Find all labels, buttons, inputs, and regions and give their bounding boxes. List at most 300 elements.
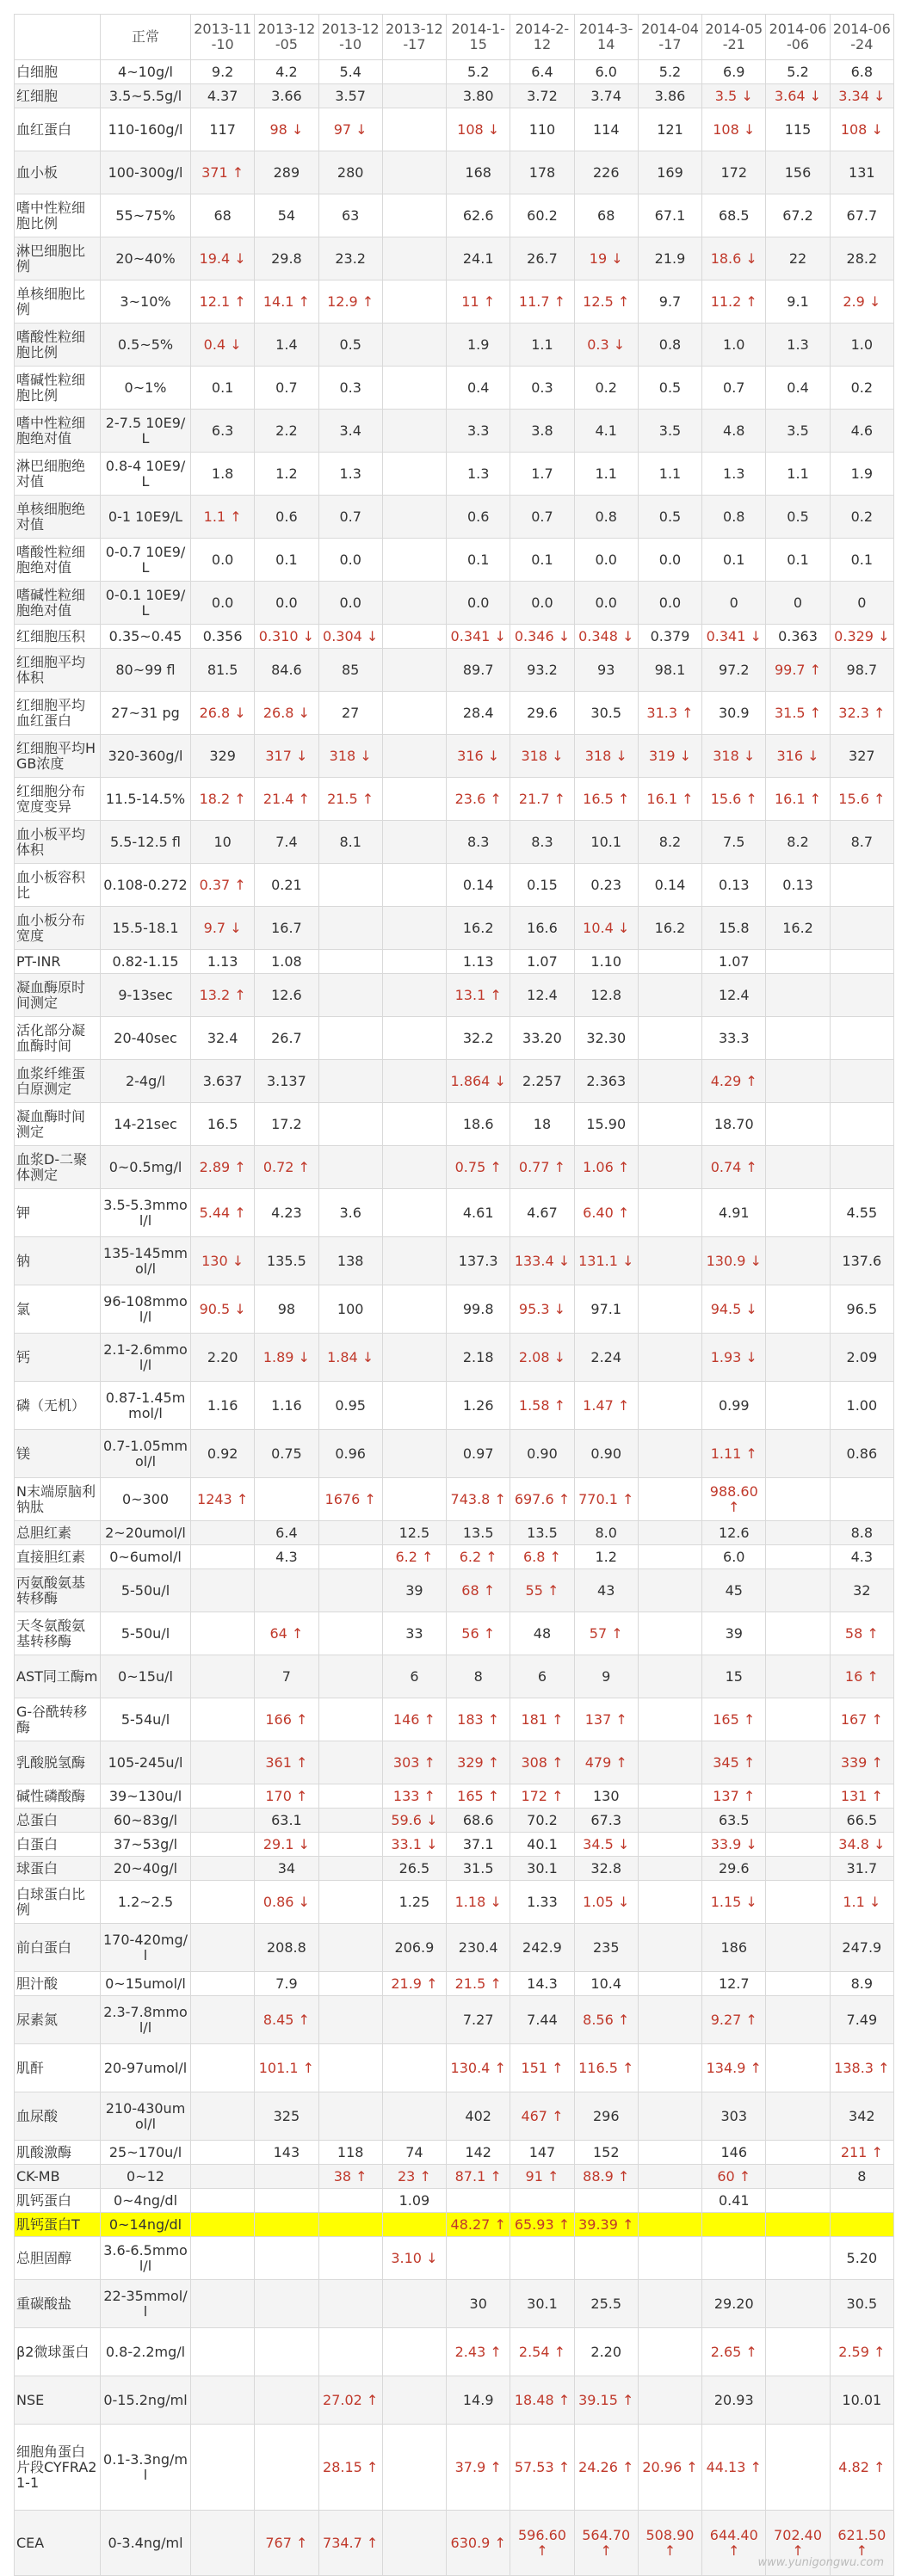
- value-cell: 64 ↑: [255, 1612, 318, 1655]
- value-cell: 34.8 ↓: [830, 1833, 893, 1857]
- header-date-1: 2013-11-10: [191, 15, 255, 60]
- value-cell: [191, 1655, 255, 1698]
- value-cell: 6.0: [702, 1545, 766, 1569]
- value-cell: 108 ↓: [447, 108, 510, 151]
- value-cell: 0.310 ↓: [255, 625, 318, 649]
- value-cell: 1.11 ↑: [702, 1430, 766, 1478]
- value-cell: 1.1: [510, 324, 574, 367]
- value-cell: 0.7: [255, 367, 318, 410]
- value-cell: [766, 1655, 830, 1698]
- normal-range-cell: 0.7-1.05mmol/l: [101, 1430, 191, 1478]
- value-cell: 2.18: [447, 1334, 510, 1382]
- table-row: [15, 1146, 894, 1189]
- value-cell: 361 ↑: [255, 1741, 318, 1784]
- value-cell: [638, 2189, 701, 2213]
- value-cell: 60 ↑: [702, 2165, 766, 2189]
- value-cell: 4.67: [510, 1189, 574, 1237]
- value-cell: 0.0: [638, 582, 701, 625]
- value-cell: 4.91: [702, 1189, 766, 1237]
- value-cell: 0.5: [766, 496, 830, 539]
- value-cell: 39.39 ↑: [574, 2213, 638, 2237]
- value-cell: 0.346 ↓: [510, 625, 574, 649]
- value-cell: 108 ↓: [830, 108, 893, 151]
- value-cell: 3.10 ↓: [382, 2237, 446, 2280]
- value-cell: 178: [510, 151, 574, 194]
- test-name-cell: 血小板平均体积: [15, 821, 101, 864]
- test-name-cell: 镁: [15, 1430, 101, 1478]
- value-cell: 91 ↑: [510, 2165, 574, 2189]
- value-cell: 6.4: [255, 1521, 318, 1545]
- value-cell: [191, 1881, 255, 1924]
- value-cell: 4.23: [255, 1189, 318, 1237]
- value-cell: [382, 1189, 446, 1237]
- value-cell: [830, 1478, 893, 1521]
- value-cell: 1.18 ↓: [447, 1881, 510, 1924]
- value-cell: [318, 1972, 382, 1996]
- value-cell: 316 ↓: [447, 735, 510, 778]
- value-cell: 146 ↑: [382, 1698, 446, 1741]
- value-cell: [318, 1881, 382, 1924]
- value-cell: 14.1 ↑: [255, 280, 318, 324]
- normal-range-cell: 55~75%: [101, 194, 191, 237]
- value-cell: 2.363: [574, 1060, 638, 1103]
- value-cell: 12.1 ↑: [191, 280, 255, 324]
- value-cell: 30.5: [830, 2280, 893, 2328]
- normal-range-cell: 20~40g/l: [101, 1857, 191, 1881]
- value-cell: [318, 1146, 382, 1189]
- test-name-cell: 嗜酸性粒细胞比例: [15, 324, 101, 367]
- normal-range-cell: 110-160g/l: [101, 108, 191, 151]
- value-cell: 402: [447, 2092, 510, 2141]
- value-cell: 3.5: [638, 410, 701, 453]
- value-cell: 1.1: [574, 453, 638, 496]
- table-row: [15, 2280, 894, 2328]
- test-name-cell: 红细胞平均血红蛋白: [15, 692, 101, 735]
- value-cell: [510, 2189, 574, 2213]
- test-name-cell: 血浆D-二聚体测定: [15, 1146, 101, 1189]
- value-cell: 23.6 ↑: [447, 778, 510, 821]
- value-cell: 146: [702, 2141, 766, 2165]
- value-cell: [318, 1655, 382, 1698]
- value-cell: 28.2: [830, 237, 893, 280]
- test-name-cell: PT-INR: [15, 950, 101, 974]
- value-cell: [830, 1146, 893, 1189]
- value-cell: 8.0: [574, 1521, 638, 1545]
- value-cell: 0.2: [830, 496, 893, 539]
- value-cell: 74: [382, 2141, 446, 2165]
- value-cell: [318, 1833, 382, 1857]
- value-cell: [766, 2237, 830, 2280]
- value-cell: 4.6: [830, 410, 893, 453]
- value-cell: [766, 1103, 830, 1146]
- value-cell: 4.3: [255, 1545, 318, 1569]
- value-cell: 186: [702, 1924, 766, 1972]
- value-cell: [382, 735, 446, 778]
- value-cell: 1.3: [318, 453, 382, 496]
- value-cell: 2.65 ↑: [702, 2328, 766, 2376]
- value-cell: 96.5: [830, 1285, 893, 1334]
- value-cell: [766, 1521, 830, 1545]
- test-name-cell: CEA: [15, 2511, 101, 2576]
- normal-range-cell: 2-4g/l: [101, 1060, 191, 1103]
- value-cell: 33.3: [702, 1017, 766, 1060]
- normal-range-cell: 5-54u/l: [101, 1698, 191, 1741]
- value-cell: 21.7 ↑: [510, 778, 574, 821]
- value-cell: 118: [318, 2141, 382, 2165]
- test-name-cell: 嗜碱性粒细胞比例: [15, 367, 101, 410]
- value-cell: [382, 237, 446, 280]
- value-cell: 3.137: [255, 1060, 318, 1103]
- value-cell: 170 ↑: [255, 1784, 318, 1809]
- value-cell: 1.33: [510, 1881, 574, 1924]
- value-cell: 26.5: [382, 1857, 446, 1881]
- table-row: [15, 1996, 894, 2044]
- value-cell: 0.0: [510, 582, 574, 625]
- value-cell: [318, 1545, 382, 1569]
- table-row: [15, 237, 894, 280]
- value-cell: 0.1: [702, 539, 766, 582]
- value-cell: [382, 2213, 446, 2237]
- table-row: [15, 1430, 894, 1478]
- value-cell: 0.90: [510, 1430, 574, 1478]
- value-cell: [382, 410, 446, 453]
- table-row: [15, 2189, 894, 2213]
- value-cell: 0.13: [766, 864, 830, 907]
- test-name-cell: 血浆纤维蛋白原测定: [15, 1060, 101, 1103]
- value-cell: 134.9 ↑: [702, 2044, 766, 2092]
- value-cell: 31.7: [830, 1857, 893, 1881]
- value-cell: 130 ↓: [191, 1237, 255, 1285]
- value-cell: 1.16: [191, 1382, 255, 1430]
- value-cell: 63: [318, 194, 382, 237]
- value-cell: 1.07: [702, 950, 766, 974]
- lab-results-table: [14, 14, 894, 2576]
- normal-range-cell: 2-7.5 10E9/L: [101, 410, 191, 453]
- table-row: [15, 1698, 894, 1741]
- value-cell: [318, 1698, 382, 1741]
- value-cell: 8.45 ↑: [255, 1996, 318, 2044]
- value-cell: 68: [191, 194, 255, 237]
- test-name-cell: 淋巴细胞绝对值: [15, 453, 101, 496]
- value-cell: 59.6 ↓: [382, 1809, 446, 1833]
- value-cell: 8: [830, 2165, 893, 2189]
- value-cell: [382, 1146, 446, 1189]
- normal-range-cell: 0~14ng/dl: [101, 2213, 191, 2237]
- normal-range-cell: 0.87-1.45mmol/l: [101, 1382, 191, 1430]
- value-cell: [638, 2376, 701, 2425]
- value-cell: 770.1 ↑: [574, 1478, 638, 1521]
- value-cell: 371 ↑: [191, 151, 255, 194]
- value-cell: 108 ↓: [702, 108, 766, 151]
- normal-range-cell: 3~10%: [101, 280, 191, 324]
- value-cell: 1.26: [447, 1382, 510, 1430]
- value-cell: 67.2: [766, 194, 830, 237]
- value-cell: 2.257: [510, 1060, 574, 1103]
- header-date-9: 2014-05-21: [702, 15, 766, 60]
- value-cell: 18.48 ↑: [510, 2376, 574, 2425]
- value-cell: 0.15: [510, 864, 574, 907]
- value-cell: 93.2: [510, 649, 574, 692]
- value-cell: 33.1 ↓: [382, 1833, 446, 1857]
- value-cell: 508.90 ↑: [638, 2511, 701, 2576]
- value-cell: 242.9: [510, 1924, 574, 1972]
- value-cell: 0.13: [702, 864, 766, 907]
- value-cell: 596.60 ↑: [510, 2511, 574, 2576]
- table-row: [15, 1809, 894, 1833]
- value-cell: 1.1: [766, 453, 830, 496]
- value-cell: 16.2: [638, 907, 701, 950]
- value-cell: 25.5: [574, 2280, 638, 2328]
- value-cell: 6.2 ↑: [447, 1545, 510, 1569]
- value-cell: 23.2: [318, 237, 382, 280]
- value-cell: [318, 2237, 382, 2280]
- value-cell: [318, 1741, 382, 1784]
- value-cell: 183 ↑: [447, 1698, 510, 1741]
- value-cell: 39.15 ↑: [574, 2376, 638, 2425]
- table-row: [15, 1784, 894, 1809]
- value-cell: [382, 974, 446, 1017]
- test-name-cell: 白蛋白: [15, 1833, 101, 1857]
- value-cell: 131.1 ↓: [574, 1237, 638, 1285]
- value-cell: [830, 2189, 893, 2213]
- test-name-cell: 凝血酶原时间测定: [15, 974, 101, 1017]
- value-cell: [191, 2425, 255, 2511]
- table-row: [15, 108, 894, 151]
- value-cell: [638, 1545, 701, 1569]
- test-name-cell: 单核细胞比例: [15, 280, 101, 324]
- test-name-cell: 血小板容积比: [15, 864, 101, 907]
- value-cell: [830, 1103, 893, 1146]
- value-cell: [318, 1857, 382, 1881]
- value-cell: [766, 1382, 830, 1430]
- table-row: [15, 2165, 894, 2189]
- normal-range-cell: 0~6umol/l: [101, 1545, 191, 1569]
- value-cell: 5.4: [318, 60, 382, 84]
- table-row: [15, 194, 894, 237]
- value-cell: 143: [255, 2141, 318, 2165]
- value-cell: 0.14: [447, 864, 510, 907]
- table-row: [15, 1612, 894, 1655]
- normal-range-cell: 210-430umol/l: [101, 2092, 191, 2141]
- table-row: [15, 60, 894, 84]
- value-cell: [638, 1478, 701, 1521]
- table-row: [15, 367, 894, 410]
- value-cell: 97 ↓: [318, 108, 382, 151]
- value-cell: [766, 2044, 830, 2092]
- table-row: [15, 2425, 894, 2511]
- value-cell: 1.13: [447, 950, 510, 974]
- value-cell: 34: [255, 1857, 318, 1881]
- table-row: [15, 1972, 894, 1996]
- normal-range-cell: 80~99 fl: [101, 649, 191, 692]
- table-row: [15, 907, 894, 950]
- value-cell: [766, 2141, 830, 2165]
- value-cell: 7: [255, 1655, 318, 1698]
- value-cell: [766, 1334, 830, 1382]
- value-cell: [382, 60, 446, 84]
- normal-range-cell: 22-35mmol/l: [101, 2280, 191, 2328]
- normal-range-cell: 0~12: [101, 2165, 191, 2189]
- value-cell: 5.2: [447, 60, 510, 84]
- value-cell: 98.1: [638, 649, 701, 692]
- normal-range-cell: 2~20umol/l: [101, 1521, 191, 1545]
- value-cell: 67.3: [574, 1809, 638, 1833]
- table-row: [15, 1545, 894, 1569]
- value-cell: [766, 2165, 830, 2189]
- value-cell: 130: [574, 1784, 638, 1809]
- value-cell: 10.1: [574, 821, 638, 864]
- value-cell: [382, 367, 446, 410]
- value-cell: 21.4 ↑: [255, 778, 318, 821]
- value-cell: 20.96 ↑: [638, 2425, 701, 2511]
- value-cell: 116.5 ↑: [574, 2044, 638, 2092]
- test-name-cell: 丙氨酸氨基转移酶: [15, 1569, 101, 1612]
- normal-range-cell: 20-97umol/l: [101, 2044, 191, 2092]
- test-name-cell: 红细胞压积: [15, 625, 101, 649]
- value-cell: 6.0: [574, 60, 638, 84]
- table-row: [15, 1060, 894, 1103]
- value-cell: 1.3: [766, 324, 830, 367]
- normal-range-cell: 4~10g/l: [101, 60, 191, 84]
- value-cell: 16.5 ↑: [574, 778, 638, 821]
- value-cell: 1.15 ↓: [702, 1881, 766, 1924]
- value-cell: 0.1: [510, 539, 574, 582]
- test-name-cell: G-谷酰转移酶: [15, 1698, 101, 1741]
- value-cell: 8.56 ↑: [574, 1996, 638, 2044]
- value-cell: [766, 2189, 830, 2213]
- value-cell: [318, 1612, 382, 1655]
- value-cell: [382, 2425, 446, 2511]
- value-cell: [702, 2213, 766, 2237]
- value-cell: 0.0: [191, 582, 255, 625]
- value-cell: 3.6: [318, 1189, 382, 1237]
- value-cell: 3.8: [510, 410, 574, 453]
- value-cell: 20.93: [702, 2376, 766, 2425]
- value-cell: [382, 2328, 446, 2376]
- value-cell: [191, 2189, 255, 2213]
- value-cell: [191, 1569, 255, 1612]
- value-cell: 28.4: [447, 692, 510, 735]
- test-name-cell: 淋巴细胞比例: [15, 237, 101, 280]
- value-cell: [638, 1060, 701, 1103]
- value-cell: [766, 1569, 830, 1612]
- value-cell: 0.0: [574, 539, 638, 582]
- value-cell: 0.8: [638, 324, 701, 367]
- value-cell: 296: [574, 2092, 638, 2141]
- value-cell: [382, 1237, 446, 1285]
- value-cell: 329: [191, 735, 255, 778]
- value-cell: 172 ↑: [510, 1784, 574, 1809]
- test-name-cell: 白细胞: [15, 60, 101, 84]
- value-cell: 142: [447, 2141, 510, 2165]
- value-cell: 97.2: [702, 649, 766, 692]
- value-cell: 18: [510, 1103, 574, 1146]
- value-cell: 39: [702, 1612, 766, 1655]
- value-cell: [638, 2213, 701, 2237]
- value-cell: 1.3: [447, 453, 510, 496]
- value-cell: 1.2: [574, 1545, 638, 1569]
- value-cell: 12.9 ↑: [318, 280, 382, 324]
- value-cell: [638, 1881, 701, 1924]
- value-cell: 316 ↓: [766, 735, 830, 778]
- value-cell: 0.341 ↓: [447, 625, 510, 649]
- value-cell: 48.27 ↑: [447, 2213, 510, 2237]
- value-cell: 327: [830, 735, 893, 778]
- normal-range-cell: 20-40sec: [101, 1017, 191, 1060]
- value-cell: 152: [574, 2141, 638, 2165]
- value-cell: 9.1: [766, 280, 830, 324]
- value-cell: [638, 2141, 701, 2165]
- value-cell: [766, 2328, 830, 2376]
- value-cell: 325: [255, 2092, 318, 2141]
- value-cell: [318, 2280, 382, 2328]
- value-cell: [830, 950, 893, 974]
- value-cell: 2.89 ↑: [191, 1146, 255, 1189]
- table-header-row: [15, 15, 894, 60]
- value-cell: 2.9 ↓: [830, 280, 893, 324]
- table-row: [15, 692, 894, 735]
- value-cell: 6.4: [510, 60, 574, 84]
- value-cell: 54: [255, 194, 318, 237]
- value-cell: 1.00: [830, 1382, 893, 1430]
- value-cell: 26.7: [255, 1017, 318, 1060]
- test-name-cell: 单核细胞绝对值: [15, 496, 101, 539]
- value-cell: [638, 2092, 701, 2141]
- value-cell: 100: [318, 1285, 382, 1334]
- value-cell: 3.34 ↓: [830, 84, 893, 108]
- value-cell: 0.0: [191, 539, 255, 582]
- normal-range-cell: 170-420mg/l: [101, 1924, 191, 1972]
- value-cell: 0.5: [638, 367, 701, 410]
- test-name-cell: 红细胞平均体积: [15, 649, 101, 692]
- header-date-7: 2014-3-14: [574, 15, 638, 60]
- value-cell: [830, 1060, 893, 1103]
- value-cell: 172: [702, 151, 766, 194]
- test-name-cell: 嗜碱性粒细胞绝对值: [15, 582, 101, 625]
- value-cell: 1.1: [638, 453, 701, 496]
- value-cell: 40.1: [510, 1833, 574, 1857]
- value-cell: 0.0: [318, 582, 382, 625]
- value-cell: [191, 1833, 255, 1857]
- table-row: [15, 950, 894, 974]
- value-cell: 1.16: [255, 1382, 318, 1430]
- value-cell: 26.8 ↓: [255, 692, 318, 735]
- value-cell: 9.7: [638, 280, 701, 324]
- value-cell: 5.20: [830, 2237, 893, 2280]
- value-cell: [382, 2511, 446, 2576]
- normal-range-cell: 2.3-7.8mmol/l: [101, 1996, 191, 2044]
- value-cell: 0.5: [638, 496, 701, 539]
- value-cell: 15.90: [574, 1103, 638, 1146]
- value-cell: [766, 2213, 830, 2237]
- value-cell: 7.4: [255, 821, 318, 864]
- table-row: [15, 2328, 894, 2376]
- value-cell: [318, 1060, 382, 1103]
- value-cell: 6.2 ↑: [382, 1545, 446, 1569]
- value-cell: 15.8: [702, 907, 766, 950]
- normal-range-cell: 15.5-18.1: [101, 907, 191, 950]
- value-cell: 16.1 ↑: [766, 778, 830, 821]
- table-row: [15, 1521, 894, 1545]
- value-cell: [766, 1972, 830, 1996]
- value-cell: 95.3 ↓: [510, 1285, 574, 1334]
- normal-range-cell: 3.6-6.5mmol/l: [101, 2237, 191, 2280]
- value-cell: 16.7: [255, 907, 318, 950]
- value-cell: 3.57: [318, 84, 382, 108]
- value-cell: 0.1: [191, 367, 255, 410]
- table-row: [15, 1833, 894, 1857]
- value-cell: [191, 2280, 255, 2328]
